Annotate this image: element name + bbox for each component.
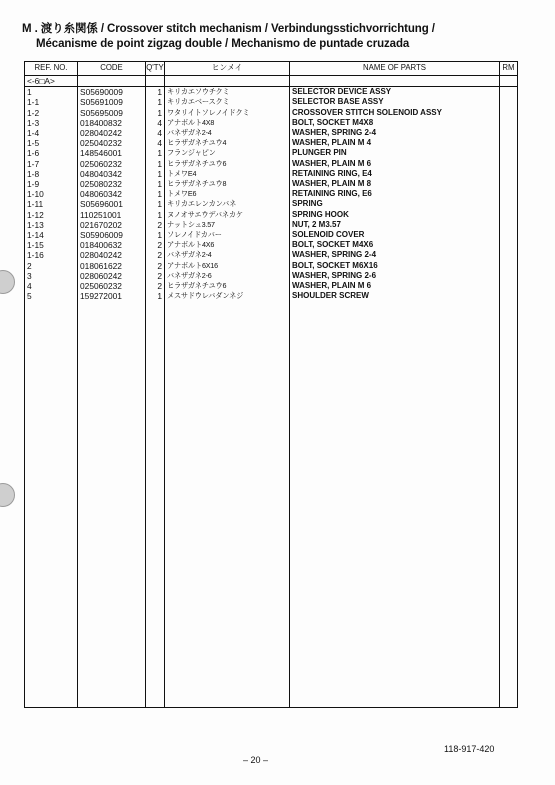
column-header-ref-no: REF. NO. <box>25 62 78 76</box>
rm-cell <box>500 220 518 230</box>
rm-cell <box>500 118 518 128</box>
code-cell: S05690009 <box>78 87 146 98</box>
hinmei-cell: アナボルト6X16 <box>165 261 290 271</box>
part-name-cell: WASHER, SPRING 2-6 <box>290 271 500 281</box>
hinmei-cell: ヒラザガネチユウ4 <box>165 138 290 148</box>
ref-no-cell: 1-12 <box>25 210 78 220</box>
rm-cell <box>500 148 518 158</box>
code-cell: 025080232 <box>78 179 146 189</box>
code-cell: 021670202 <box>78 220 146 230</box>
part-name-cell: PLUNGER PIN <box>290 148 500 158</box>
rm-cell <box>500 199 518 209</box>
table-row <box>25 189 518 199</box>
part-name-cell: NUT, 2 M3.57 <box>290 220 500 230</box>
qty-cell: 1 <box>146 230 165 240</box>
rm-cell <box>500 291 518 301</box>
hinmei-cell: メスサドウレバダンネジ <box>165 291 290 301</box>
part-name-cell: WASHER, PLAIN M 6 <box>290 281 500 291</box>
code-cell: 025060232 <box>78 159 146 169</box>
rm-cell <box>500 179 518 189</box>
hinmei-cell: ワタリイトソレノイドクミ <box>165 108 290 118</box>
page-number: – 20 – <box>243 755 269 765</box>
ref-no-cell: 1-8 <box>25 169 78 179</box>
hinmei-cell: バネザガネ2-4 <box>165 250 290 260</box>
table-row <box>25 108 518 118</box>
table-row <box>25 220 518 230</box>
part-name-cell: SPRING HOOK <box>290 210 500 220</box>
part-name-cell: BOLT, SOCKET M4X8 <box>290 118 500 128</box>
code-cell: S05696001 <box>78 199 146 209</box>
parts-table-header-row <box>25 62 518 76</box>
qty-cell: 2 <box>146 220 165 230</box>
hinmei-cell: ナットシュ3.57 <box>165 220 290 230</box>
table-row <box>25 118 518 128</box>
code-cell: 159272001 <box>78 291 146 301</box>
qty-cell: 1 <box>146 179 165 189</box>
ref-no-cell: 2 <box>25 261 78 271</box>
parts-table <box>24 61 518 708</box>
ref-no-cell: 1-7 <box>25 159 78 169</box>
part-name-cell: WASHER, PLAIN M 8 <box>290 179 500 189</box>
ref-no-cell: 1-11 <box>25 199 78 209</box>
table-row <box>25 97 518 107</box>
ref-no-cell: 1-4 <box>25 128 78 138</box>
column-header-rm: RM <box>500 62 518 76</box>
rm-cell <box>500 169 518 179</box>
table-row <box>25 128 518 138</box>
qty-cell: 1 <box>146 169 165 179</box>
hinmei-cell: アナボルト4X6 <box>165 240 290 250</box>
rm-cell <box>500 240 518 250</box>
part-name-cell: CROSSOVER STITCH SOLENOID ASSY <box>290 108 500 118</box>
part-name-cell: SELECTOR BASE ASSY <box>290 97 500 107</box>
table-row <box>25 169 518 179</box>
part-name-cell: SPRING <box>290 199 500 209</box>
group-label: <-6□A> <box>25 76 78 87</box>
code-cell: 148546001 <box>78 148 146 158</box>
part-name-cell: WASHER, PLAIN M 4 <box>290 138 500 148</box>
code-cell: 048060342 <box>78 189 146 199</box>
table-row <box>25 199 518 209</box>
column-header-hinmei: ヒンメイ <box>165 62 290 76</box>
ref-no-cell: 1-9 <box>25 179 78 189</box>
part-name-cell: RETAINING RING, E6 <box>290 189 500 199</box>
ref-no-cell: 3 <box>25 271 78 281</box>
table-row <box>25 179 518 189</box>
qty-cell: 1 <box>146 291 165 301</box>
qty-cell: 4 <box>146 128 165 138</box>
table-row <box>25 271 518 281</box>
column-header-qty: Q'TY <box>146 62 165 76</box>
rm-cell <box>500 250 518 260</box>
code-cell: 018400632 <box>78 240 146 250</box>
ref-no-cell: 1-10 <box>25 189 78 199</box>
qty-cell: 1 <box>146 159 165 169</box>
qty-cell: 4 <box>146 118 165 128</box>
table-row <box>25 261 518 271</box>
table-row <box>25 159 518 169</box>
qty-cell: 1 <box>146 148 165 158</box>
code-cell: 048040342 <box>78 169 146 179</box>
code-cell: 018400832 <box>78 118 146 128</box>
code-cell: S05691009 <box>78 97 146 107</box>
table-row <box>25 148 518 158</box>
hinmei-cell: ヒラザガネチユウ8 <box>165 179 290 189</box>
table-row <box>25 230 518 240</box>
ref-no-cell: 1-1 <box>25 97 78 107</box>
qty-cell: 2 <box>146 240 165 250</box>
qty-cell: 4 <box>146 138 165 148</box>
ref-no-cell: 1-15 <box>25 240 78 250</box>
qty-cell: 1 <box>146 199 165 209</box>
table-row <box>25 250 518 260</box>
section-title-line-2: Mécanisme de point zigzag double / Mechanismo de puntade cruzada <box>36 38 410 50</box>
code-cell: 025060232 <box>78 281 146 291</box>
rm-cell <box>500 97 518 107</box>
qty-cell: 1 <box>146 87 165 98</box>
rm-cell <box>500 189 518 199</box>
rm-cell <box>500 261 518 271</box>
code-cell: S05695009 <box>78 108 146 118</box>
section-title-line-1: M . 渡り糸関係 / Crossover stitch mechanism / Verbindungsstichvorrichtung / <box>22 23 435 35</box>
hinmei-cell: ヒラザガネチユウ6 <box>165 159 290 169</box>
hinmei-cell: ソレノイドカバー <box>165 230 290 240</box>
ref-no-cell: 4 <box>25 281 78 291</box>
qty-cell: 2 <box>146 250 165 260</box>
qty-cell: 1 <box>146 97 165 107</box>
table-row <box>25 210 518 220</box>
table-row <box>25 138 518 148</box>
parts-table-body <box>25 76 518 708</box>
qty-cell: 2 <box>146 261 165 271</box>
part-name-cell: WASHER, SPRING 2-4 <box>290 250 500 260</box>
table-row <box>25 281 518 291</box>
qty-cell: 2 <box>146 281 165 291</box>
hinmei-cell: キリカエソウチクミ <box>165 87 290 98</box>
table-empty-space <box>25 301 518 708</box>
part-name-cell: WASHER, SPRING 2-4 <box>290 128 500 138</box>
qty-cell: 1 <box>146 108 165 118</box>
rm-cell <box>500 230 518 240</box>
rm-cell <box>500 281 518 291</box>
part-name-cell: SELECTOR DEVICE ASSY <box>290 87 500 98</box>
table-row <box>25 87 518 98</box>
part-name-cell: WASHER, PLAIN M 6 <box>290 159 500 169</box>
page-header <box>22 22 532 52</box>
code-cell: S05906009 <box>78 230 146 240</box>
ref-no-cell: 1 <box>25 87 78 98</box>
ref-no-cell: 1-13 <box>25 220 78 230</box>
rm-cell <box>500 271 518 281</box>
ref-no-cell: 1-2 <box>25 108 78 118</box>
ref-no-cell: 1-5 <box>25 138 78 148</box>
qty-cell: 2 <box>146 271 165 281</box>
hinmei-cell: ヒラザガネチユウ6 <box>165 281 290 291</box>
ref-no-cell: 5 <box>25 291 78 301</box>
part-name-cell: SHOULDER SCREW <box>290 291 500 301</box>
hinmei-cell: バネザガネ2-4 <box>165 128 290 138</box>
rm-cell <box>500 128 518 138</box>
ref-no-cell: 1-16 <box>25 250 78 260</box>
hinmei-cell: バネザガネ2-6 <box>165 271 290 281</box>
code-cell: 110251001 <box>78 210 146 220</box>
hinmei-cell: キリカエベースクミ <box>165 97 290 107</box>
rm-cell <box>500 87 518 98</box>
group-label-row <box>25 76 518 87</box>
table-row <box>25 240 518 250</box>
rm-cell <box>500 138 518 148</box>
qty-cell: 1 <box>146 210 165 220</box>
ref-no-cell: 1-14 <box>25 230 78 240</box>
code-cell: 025040232 <box>78 138 146 148</box>
document-code: 118-917-420 <box>444 744 495 754</box>
hinmei-cell: フランジャピン <box>165 148 290 158</box>
code-cell: 018061622 <box>78 261 146 271</box>
rm-cell <box>500 210 518 220</box>
ref-no-cell: 1-6 <box>25 148 78 158</box>
ref-no-cell: 1-3 <box>25 118 78 128</box>
rm-cell <box>500 159 518 169</box>
part-name-cell: RETAINING RING, E4 <box>290 169 500 179</box>
part-name-cell: BOLT, SOCKET M4X6 <box>290 240 500 250</box>
hinmei-cell: アナボルト4X8 <box>165 118 290 128</box>
code-cell: 028060242 <box>78 271 146 281</box>
column-header-name-of-parts: NAME OF PARTS <box>290 62 500 76</box>
part-name-cell: SOLENOID COVER <box>290 230 500 240</box>
table-row <box>25 291 518 301</box>
hinmei-cell: キリカエレンカンバネ <box>165 199 290 209</box>
column-header-code: CODE <box>78 62 146 76</box>
rm-cell <box>500 108 518 118</box>
hinmei-cell: ヌノオサエウデバネカケ <box>165 210 290 220</box>
code-cell: 028040242 <box>78 250 146 260</box>
hinmei-cell: トメワE6 <box>165 189 290 199</box>
qty-cell: 1 <box>146 189 165 199</box>
code-cell: 028040242 <box>78 128 146 138</box>
part-name-cell: BOLT, SOCKET M6X16 <box>290 261 500 271</box>
hinmei-cell: トメワE4 <box>165 169 290 179</box>
